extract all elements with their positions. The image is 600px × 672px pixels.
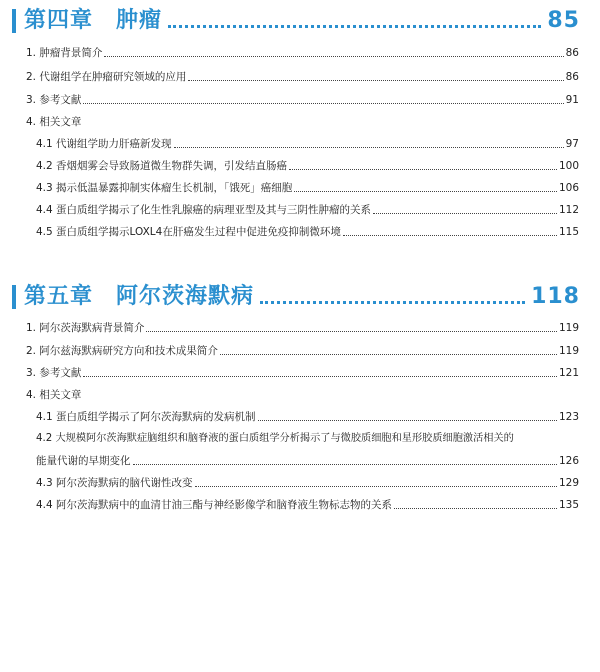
toc-entry-label: 4.2 香烟烟雾会导致肠道微生物群失调，引发结直肠癌 bbox=[36, 160, 288, 172]
toc-entry[interactable] bbox=[36, 432, 579, 468]
chapter-page-number: 118 bbox=[531, 284, 580, 309]
toc-entry-label: 4. 相关文章 bbox=[26, 116, 82, 128]
dot-leader bbox=[104, 55, 563, 57]
toc-entry-page: 86 bbox=[565, 47, 579, 59]
toc-entry[interactable] bbox=[26, 344, 579, 358]
dot-leader bbox=[343, 234, 557, 236]
toc-entry-page: 115 bbox=[558, 226, 579, 238]
toc-entry-page: 106 bbox=[558, 182, 579, 194]
toc-entry[interactable] bbox=[36, 203, 579, 217]
dot-leader bbox=[133, 463, 557, 465]
toc-entry[interactable] bbox=[36, 476, 579, 490]
toc-entry[interactable] bbox=[36, 410, 579, 424]
dot-leader bbox=[168, 24, 541, 28]
toc-entry[interactable] bbox=[36, 137, 579, 151]
toc-entry-continuation bbox=[36, 454, 579, 468]
toc-entry[interactable] bbox=[26, 70, 579, 84]
toc-entry-label: 4.1 蛋白质组学揭示了阿尔茨海默病的发病机制 bbox=[36, 411, 256, 423]
dot-leader bbox=[188, 79, 563, 81]
toc-entry-label: 3. 参考文献 bbox=[26, 94, 82, 106]
toc-entry-label: 4. 相关文章 bbox=[26, 389, 82, 401]
chapter-heading[interactable] bbox=[12, 6, 580, 36]
toc-entry-page: 119 bbox=[558, 345, 579, 357]
toc-entry-page: 86 bbox=[565, 71, 579, 83]
dot-leader bbox=[220, 353, 557, 355]
toc-entry-page: 97 bbox=[565, 138, 579, 150]
chapter-heading[interactable] bbox=[12, 282, 580, 312]
chapter-title: 第五章 阿尔茨海默病 bbox=[24, 284, 255, 309]
toc-entry-page: 121 bbox=[558, 367, 579, 379]
toc-entry-page: 135 bbox=[558, 499, 579, 511]
dot-leader bbox=[146, 330, 557, 332]
toc-entry-page: 100 bbox=[558, 160, 579, 172]
toc-entry[interactable] bbox=[36, 225, 579, 239]
toc-entry[interactable] bbox=[36, 498, 579, 512]
toc-entry-page: 126 bbox=[558, 455, 579, 467]
toc-entry-label: 4.1 代谢组学助力肝癌新发现 bbox=[36, 138, 172, 150]
toc-entry-label: 4.4 蛋白质组学揭示了化生性乳腺癌的病理亚型及其与三阴性肿瘤的关系 bbox=[36, 204, 372, 216]
toc-entry-label-continued: 能量代谢的早期变化 bbox=[36, 455, 131, 467]
toc-entry[interactable] bbox=[26, 388, 579, 402]
dot-leader bbox=[174, 146, 564, 148]
toc-entry[interactable] bbox=[26, 46, 579, 60]
toc-entry[interactable] bbox=[26, 321, 579, 335]
toc-entry-page: 119 bbox=[558, 322, 579, 334]
dot-leader bbox=[260, 300, 525, 304]
dot-leader bbox=[294, 190, 557, 192]
dot-leader bbox=[394, 507, 557, 509]
toc-entry-page: 112 bbox=[558, 204, 579, 216]
toc-entry-label: 4.4 阿尔茨海默病中的血清甘油三酯与神经影像学和脑脊液生物标志物的关系 bbox=[36, 499, 393, 511]
toc-entry-label: 4.3 阿尔茨海默病的脑代谢性改变 bbox=[36, 477, 193, 489]
toc-entry-label: 1. 阿尔茨海默病背景简介 bbox=[26, 322, 145, 334]
dot-leader bbox=[258, 419, 557, 421]
chapter-accent-bar bbox=[12, 9, 16, 33]
toc-entry-page: 123 bbox=[558, 411, 579, 423]
toc-entry[interactable] bbox=[26, 115, 579, 129]
toc-entry[interactable] bbox=[26, 93, 579, 107]
toc-entry-label: 2. 代谢组学在肿瘤研究领域的应用 bbox=[26, 71, 187, 83]
dot-leader bbox=[373, 212, 557, 214]
dot-leader bbox=[289, 168, 557, 170]
toc-entry-page: 129 bbox=[558, 477, 579, 489]
toc-entry[interactable] bbox=[36, 159, 579, 173]
toc-entry-label: 1. 肿瘤背景简介 bbox=[26, 47, 103, 59]
toc-entry-label: 4.5 蛋白质组学揭示LOXL4在肝癌发生过程中促进免疫抑制微环境 bbox=[36, 226, 341, 238]
toc-entry-label: 4.2 大规模阿尔茨海默症脑组织和脑脊液的蛋白质组学分析揭示了与微胶质细胞和星形胶质细胞激活相关的 bbox=[36, 433, 514, 444]
dot-leader bbox=[83, 375, 557, 377]
chapter-page-number: 85 bbox=[547, 8, 580, 33]
toc-entry[interactable] bbox=[26, 366, 579, 380]
toc-entry[interactable] bbox=[36, 181, 579, 195]
chapter-title: 第四章 肿瘤 bbox=[24, 8, 163, 33]
toc-entry-label: 2. 阿尔兹海默病研究方向和技术成果简介 bbox=[26, 345, 218, 357]
dot-leader bbox=[195, 485, 557, 487]
dot-leader bbox=[83, 102, 563, 104]
toc-entry-label: 4.3 揭示低温暴露抑制实体瘤生长机制，「饿死」癌细胞 bbox=[36, 182, 293, 194]
toc-entry-page: 91 bbox=[565, 94, 579, 106]
toc-entry-label: 3. 参考文献 bbox=[26, 367, 82, 379]
chapter-accent-bar bbox=[12, 285, 16, 309]
